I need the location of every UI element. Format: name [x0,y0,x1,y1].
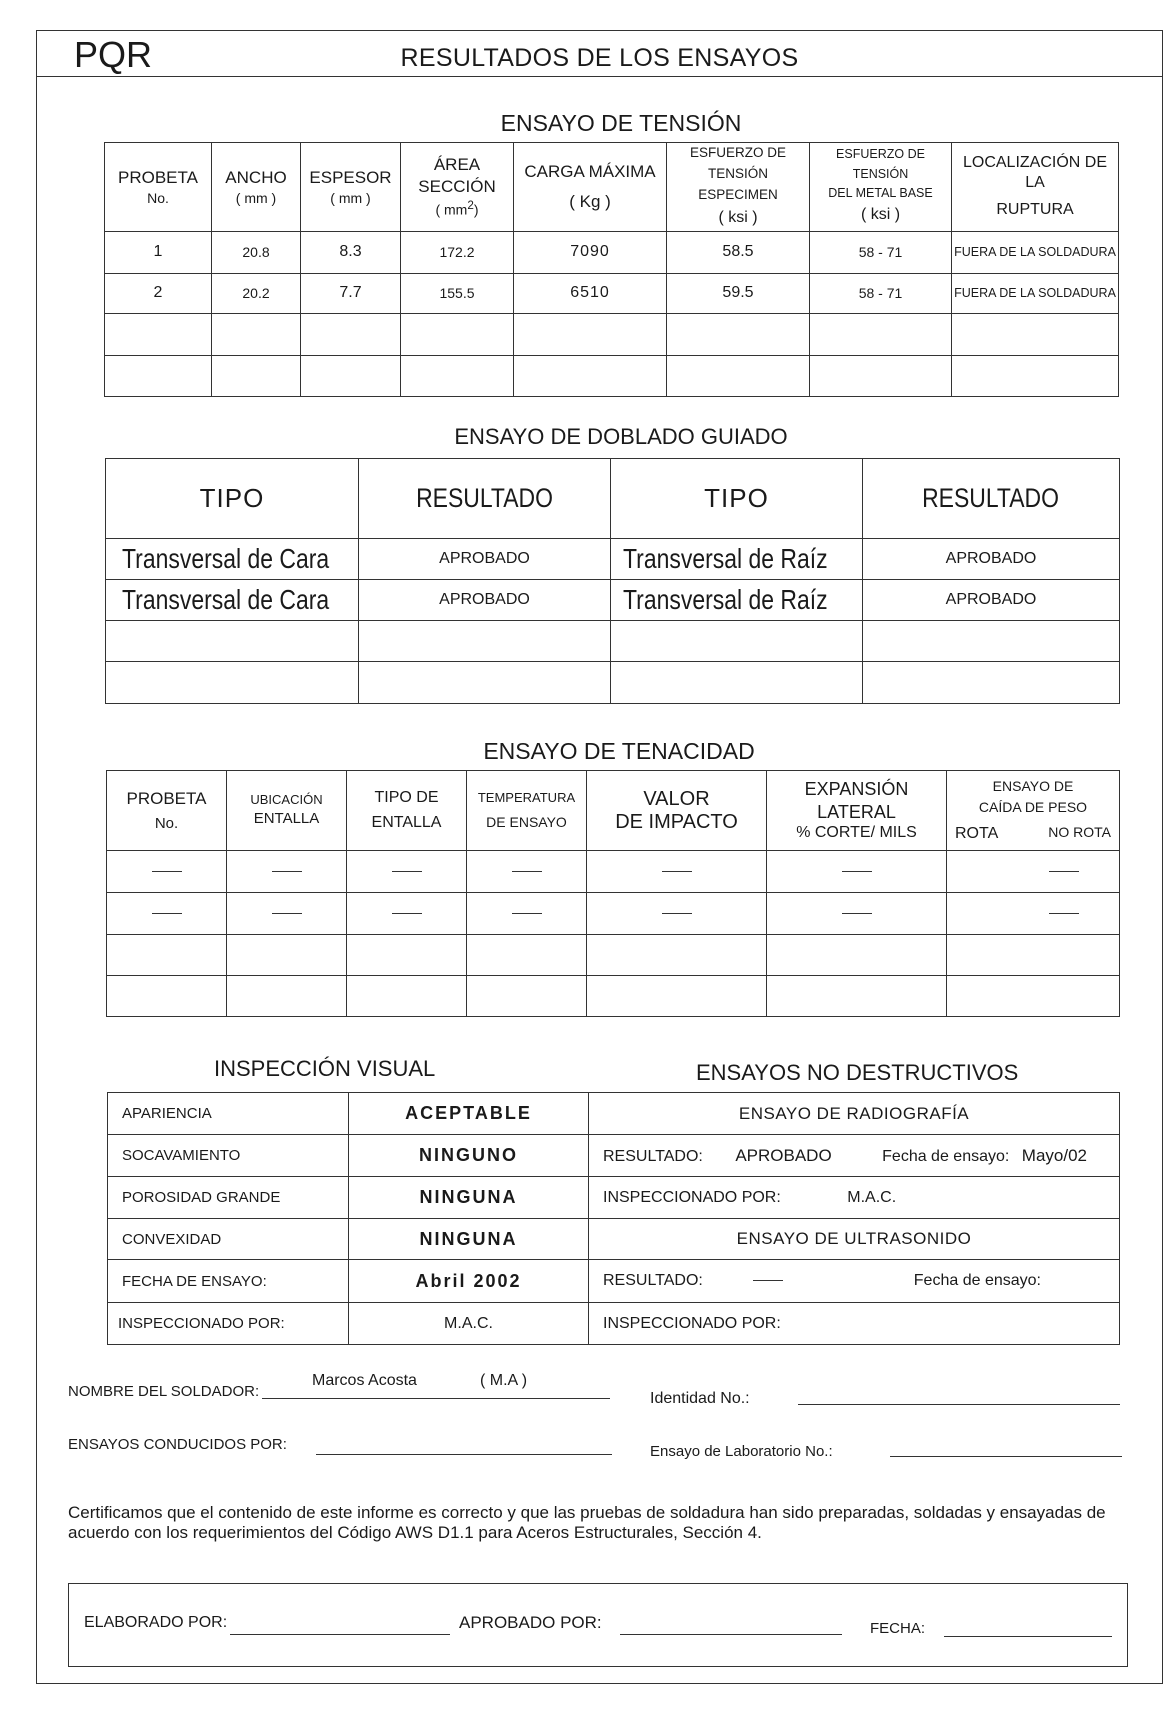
table-row-empty [106,621,1120,662]
header-resultado: RESULTADO [359,459,611,539]
empty-dash [227,893,347,935]
empty-dash [227,851,347,893]
cell-tipo: Transversal de Raíz [611,580,863,621]
cell-ruptura: FUERA DE LA SOLDADURA [952,231,1119,273]
empty-dash [467,851,587,893]
value-apariencia: ACEPTABLE [349,1093,589,1135]
doblado-header-row [106,459,1120,539]
cell-esfuerzo-especimen: 59.5 [667,273,810,313]
laboratorio-label: Ensayo de Laboratorio No.: [650,1443,833,1460]
label-socavamiento: SOCAVAMIENTO [108,1135,349,1177]
header-ruptura: LOCALIZACIÓN DE LA RUPTURA [952,143,1119,232]
header-probeta: PROBETA No. [105,143,212,232]
empty-dash [467,893,587,935]
table-row [105,273,1119,313]
cell-espesor: 7.7 [301,273,401,313]
value-convexidad: NINGUNA [349,1219,589,1260]
aprobado-field [620,1610,842,1635]
cell-espesor: 8.3 [301,231,401,273]
tension-title: ENSAYO DE TENSIÓN [500,110,742,136]
soldador-label: NOMBRE DEL SOLDADOR: [68,1383,260,1400]
header-esfuerzo-especimen: ESFUERZO DE TENSIÓN ESPECIMEN ( ksi ) [667,143,810,232]
cell-probeta: 2 [105,273,212,313]
table-row [108,1303,1120,1345]
tenacidad-header-row [107,771,1120,851]
cell-resultado: APROBADO [359,580,611,621]
header-resultado: RESULTADO [863,459,1120,539]
header-esfuerzo-base: ESFUERZO DE TENSIÓN DEL METAL BASE ( ksi ) [810,143,952,232]
tension-table [104,142,1119,397]
cell-carga: 6510 [514,273,667,313]
label-porosidad: POROSIDAD GRANDE [108,1177,349,1219]
table-row-empty [106,662,1120,704]
document-title: RESULTADOS DE LOS ENSAYOS [400,44,799,72]
header-temperatura: TEMPERATURA DE ENSAYO [467,771,587,851]
cell-esfuerzo-base: 58 - 71 [810,231,952,273]
table-row [108,1219,1120,1260]
cell-ruptura: FUERA DE LA SOLDADURA [952,273,1119,313]
table-row-empty [105,355,1119,396]
header-caida-peso: ENSAYO DE CAÍDA DE PESO ROTA NO ROTA [947,771,1120,851]
table-row-empty [105,313,1119,355]
cell-tipo: Transversal de Cara [106,580,359,621]
cell-probeta: 1 [105,231,212,273]
cell-resultado: APROBADO [863,580,1120,621]
header-tipo-entalla: TIPO DE ENTALLA [347,771,467,851]
table-row-empty [107,935,1120,976]
tension-header-row [105,143,1119,232]
table-row [106,539,1120,580]
cell-tipo: Transversal de Cara [106,539,359,580]
cell-tipo: Transversal de Raíz [611,539,863,580]
table-row [108,1093,1120,1135]
header-valor-impacto: VALOR DE IMPACTO [587,771,767,851]
cell-resultado: APROBADO [863,539,1120,580]
value-porosidad: NINGUNA [349,1177,589,1219]
identidad-label: Identidad No.: [650,1390,750,1407]
empty-dash [947,893,1120,935]
header-area: ÁREA SECCIÓN ( $mm^2$) [401,143,514,232]
table-row [107,893,1120,935]
empty-dash [107,893,227,935]
empty-dash [587,851,767,893]
table-row [107,851,1120,893]
empty-dash [347,851,467,893]
table-row [108,1135,1120,1177]
conducidos-label: ENSAYOS CONDUCIDOS POR: [68,1436,287,1453]
radiografia-title: ENSAYO DE RADIOGRAFÍA [589,1093,1120,1135]
label-inspeccionado: INSPECCIONADO POR: [108,1303,349,1345]
elaborado-label: ELABORADO POR: [84,1614,228,1631]
header-tipo: TIPO [611,459,863,539]
radiografia-resultado-row: RESULTADO: APROBADO Fecha de ensayo: Mayo/02 [589,1135,1120,1177]
visual-nde-table [107,1092,1120,1345]
cell-area: 155.5 [401,273,514,313]
header-ancho: ANCHO ( mm ) [212,143,301,232]
aprobado-label: APROBADO POR: [459,1613,602,1632]
value-inspeccionado: M.A.C. [349,1303,589,1345]
header-divider [36,76,1163,77]
empty-dash [107,851,227,893]
tenacidad-table [106,770,1120,1017]
value-fecha-ensayo: Abril 2002 [349,1260,589,1303]
cell-area: 172.2 [401,231,514,273]
soldador-field: Marcos Acosta ( M.A ) [262,1372,610,1399]
header-espesor: ESPESOR ( mm ) [301,143,401,232]
doblado-title: ENSAYO DE DOBLADO GUIADO [454,424,788,449]
header-carga: CARGA MÁXIMA ( Kg ) [514,143,667,232]
nde-title: ENSAYOS NO DESTRUCTIVOS [696,1060,1019,1085]
radiografia-inspector-row: INSPECCIONADO POR: M.A.C. [589,1177,1120,1219]
doblado-table [105,458,1120,704]
label-convexidad: CONVEXIDAD [108,1219,349,1260]
header-tipo: TIPO [106,459,359,539]
cell-esfuerzo-especimen: 58.5 [667,231,810,273]
empty-dash [767,893,947,935]
cell-resultado: APROBADO [359,539,611,580]
fecha-field [944,1612,1112,1637]
ultrasonido-resultado-row: RESULTADO: Fecha de ensayo: [589,1260,1120,1303]
visual-title: INSPECCIÓN VISUAL [214,1056,436,1081]
identidad-field [798,1384,1120,1405]
certification-text: Certificamos que el contenido de este informe es correcto y que las pruebas de soldadura han sido preparadas, soldadas y ensayadas de acuerdo con los requerimientos del Código AWS D1.1 para Aceros Estructurales, Sección 4. [68,1503,1106,1542]
table-row [106,580,1120,621]
header-ubicacion: UBICACIÓN ENTALLA [227,771,347,851]
table-row [108,1260,1120,1303]
cell-carga: 7090 [514,231,667,273]
ultrasonido-title: ENSAYO DE ULTRASONIDO [589,1219,1120,1260]
empty-dash [767,851,947,893]
header-expansion: EXPANSIÓN LATERAL % CORTE/ MILS [767,771,947,851]
value-socavamiento: NINGUNO [349,1135,589,1177]
label-apariencia: APARIENCIA [108,1093,349,1135]
tenacidad-title: ENSAYO DE TENACIDAD [483,738,755,764]
cell-esfuerzo-base: 58 - 71 [810,273,952,313]
conducidos-field [316,1432,612,1455]
table-row [108,1177,1120,1219]
label-fecha-ensayo: FECHA DE ENSAYO: [108,1260,349,1303]
ultrasonido-inspector-label: INSPECCIONADO POR: [589,1303,1120,1345]
cell-ancho: 20.8 [212,231,301,273]
elaborado-field [230,1610,450,1635]
header-probeta: PROBETA No. [107,771,227,851]
laboratorio-field [890,1436,1122,1457]
table-row [105,231,1119,273]
cell-ancho: 20.2 [212,273,301,313]
empty-dash [347,893,467,935]
empty-dash [947,851,1120,893]
table-row-empty [107,976,1120,1017]
empty-dash [587,893,767,935]
fecha-label: FECHA: [870,1620,926,1637]
document-code: PQR [74,34,153,75]
